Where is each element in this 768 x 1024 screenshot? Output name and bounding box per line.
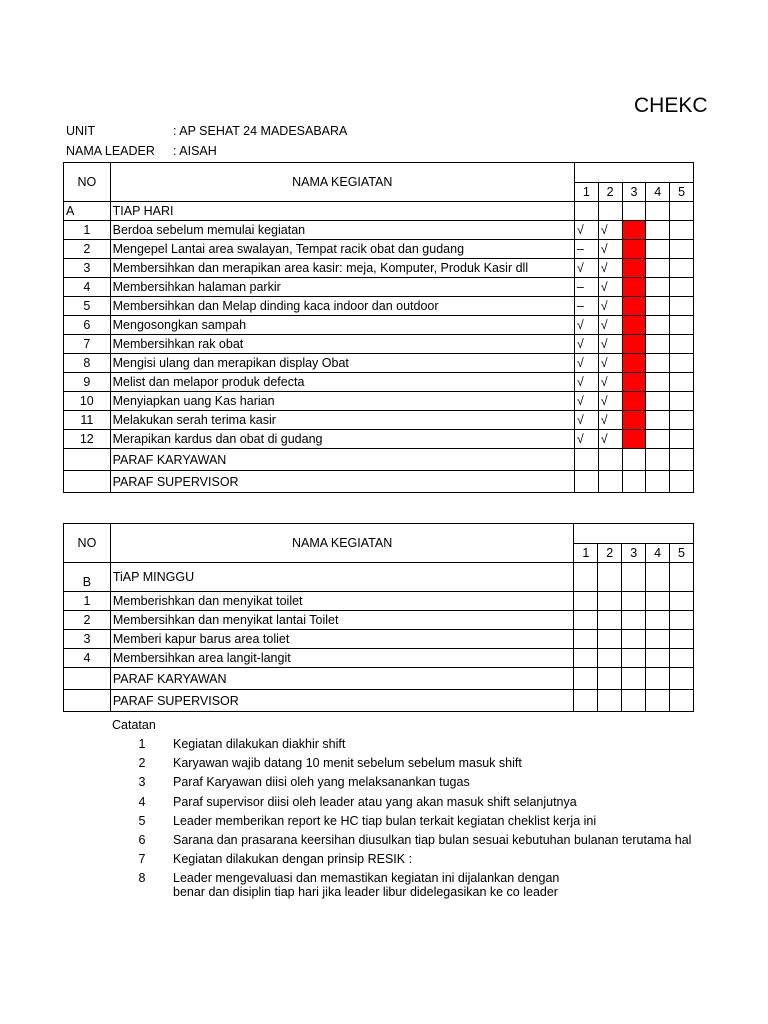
activity-name: Membersihkan halaman parkir xyxy=(110,278,574,297)
check-cell-day-5[interactable] xyxy=(670,240,694,259)
note-item: 3 Paraf Karyawan diisi oleh yang melaksanankan tugas xyxy=(138,775,470,790)
activity-name: Membersihkan dan Melap dinding kaca indoor dan outdoor xyxy=(110,297,574,316)
row-number: 4 xyxy=(64,649,111,668)
table-row xyxy=(64,430,694,449)
sign-cell[interactable] xyxy=(598,471,622,493)
note-item: 5 Leader memberikan report ke HC tiap bulan terkait kegiatan cheklist kerja ini xyxy=(138,813,597,828)
day-2: 2 xyxy=(598,543,622,563)
table-row xyxy=(64,592,694,611)
check-cell-day-4[interactable] xyxy=(646,649,670,668)
sign-cell[interactable] xyxy=(646,668,670,690)
check-cell-day-4[interactable] xyxy=(646,430,670,449)
check-cell-day-5[interactable] xyxy=(670,373,694,392)
check-cell-day-5[interactable] xyxy=(670,297,694,316)
check-cell-day-3[interactable] xyxy=(622,373,646,392)
check-cell-day-4[interactable] xyxy=(646,278,670,297)
leader-value: : AISAH xyxy=(173,144,217,158)
table-row xyxy=(64,278,694,297)
check-cell-day-2[interactable]: √ xyxy=(598,392,622,411)
check-cell-day-1[interactable]: √ xyxy=(574,316,598,335)
check-cell-day-4[interactable] xyxy=(646,297,670,316)
check-cell-day-1[interactable]: √ xyxy=(574,411,598,430)
table-row xyxy=(64,316,694,335)
day-4: 4 xyxy=(646,543,670,563)
check-cell-day-1[interactable]: √ xyxy=(574,430,598,449)
activity-name: Membersihkan area langit-langit xyxy=(110,649,574,668)
row-number: 2 xyxy=(64,611,111,630)
note-item: 1 Kegiatan dilakukan diakhir shift xyxy=(138,737,346,751)
row-number: 3 xyxy=(64,630,111,649)
weekly-checklist-table xyxy=(63,523,694,712)
activity-header: NAMA KEGIATAN xyxy=(110,524,574,563)
row-number: 1 xyxy=(64,221,111,240)
check-cell-day-3[interactable] xyxy=(622,316,646,335)
activity-name: Membersihkan dan menyikat lantai Toilet xyxy=(110,611,574,630)
check-cell-day-2[interactable]: √ xyxy=(598,259,622,278)
section-code: A xyxy=(64,202,111,221)
table-row xyxy=(64,335,694,354)
check-cell-day-2[interactable]: √ xyxy=(598,297,622,316)
check-cell-day-3[interactable] xyxy=(622,592,646,611)
check-cell-day-2[interactable]: √ xyxy=(598,240,622,259)
check-cell-day-2[interactable]: √ xyxy=(598,278,622,297)
sign-cell[interactable] xyxy=(670,471,694,493)
check-cell-day-1[interactable]: √ xyxy=(574,221,598,240)
check-cell-day-2[interactable]: √ xyxy=(598,335,622,354)
check-cell-day-5[interactable] xyxy=(670,630,694,649)
day-5: 5 xyxy=(670,182,694,202)
day-4: 4 xyxy=(646,182,670,202)
sign-cell[interactable] xyxy=(646,471,670,493)
activity-name: Membersihkan rak obat xyxy=(110,335,574,354)
row-number: 8 xyxy=(64,354,111,373)
check-cell-day-4[interactable] xyxy=(646,630,670,649)
sign-supervisor-label: PARAF SUPERVISOR xyxy=(110,471,574,493)
row-number: 11 xyxy=(64,411,111,430)
row-number: 6 xyxy=(64,316,111,335)
check-cell-day-4[interactable] xyxy=(646,335,670,354)
check-cell-day-2[interactable]: √ xyxy=(598,354,622,373)
check-cell-day-2[interactable]: √ xyxy=(598,373,622,392)
table-row xyxy=(64,411,694,430)
check-cell-day-3[interactable] xyxy=(622,649,646,668)
check-cell-day-3[interactable] xyxy=(622,411,646,430)
day-1: 1 xyxy=(574,543,598,563)
check-cell-day-5[interactable] xyxy=(670,278,694,297)
check-cell-day-5[interactable] xyxy=(670,592,694,611)
check-cell-day-2[interactable] xyxy=(598,649,622,668)
row-number: 1 xyxy=(64,592,111,611)
day-1: 1 xyxy=(574,182,598,202)
check-cell-day-4[interactable] xyxy=(646,240,670,259)
sign-cell[interactable] xyxy=(574,690,598,712)
check-cell-day-5[interactable] xyxy=(670,259,694,278)
check-cell-day-1[interactable]: √ xyxy=(574,335,598,354)
check-cell-day-1[interactable]: – xyxy=(574,297,598,316)
check-cell-day-2[interactable] xyxy=(598,611,622,630)
sign-cell[interactable] xyxy=(622,471,646,493)
check-cell-day-5[interactable] xyxy=(670,316,694,335)
check-cell-day-4[interactable] xyxy=(646,316,670,335)
days-header xyxy=(574,524,694,544)
activity-name: Menyiapkan uang Kas harian xyxy=(110,392,574,411)
sign-cell[interactable] xyxy=(670,449,694,471)
check-cell-day-5[interactable] xyxy=(670,411,694,430)
sign-cell[interactable] xyxy=(574,449,598,471)
sign-cell[interactable] xyxy=(670,668,694,690)
table-row xyxy=(64,297,694,316)
check-cell-day-4[interactable] xyxy=(646,373,670,392)
check-cell-day-3[interactable] xyxy=(622,335,646,354)
check-cell-day-2[interactable] xyxy=(598,592,622,611)
check-cell-day-4[interactable] xyxy=(646,259,670,278)
check-cell-day-5[interactable] xyxy=(670,354,694,373)
note-item: 7 Kegiatan dilakukan dengan prinsip RESIK : xyxy=(138,852,413,867)
sign-supervisor-label: PARAF SUPERVISOR xyxy=(110,690,574,712)
sign-cell[interactable] xyxy=(622,449,646,471)
check-cell-day-2[interactable]: √ xyxy=(598,316,622,335)
table-row xyxy=(64,259,694,278)
check-cell-day-1[interactable] xyxy=(574,611,598,630)
check-cell-day-4[interactable] xyxy=(646,411,670,430)
row-number: 2 xyxy=(64,240,111,259)
check-cell-day-3[interactable] xyxy=(622,259,646,278)
sign-cell[interactable] xyxy=(622,690,646,712)
table-row xyxy=(64,240,694,259)
activity-header: NAMA KEGIATAN xyxy=(110,163,574,202)
table-row xyxy=(64,354,694,373)
activity-name: Mengepel Lantai area swalayan, Tempat racik obat dan gudang xyxy=(110,240,574,259)
notes-header: Catatan xyxy=(112,718,156,732)
check-cell-day-1[interactable]: √ xyxy=(574,259,598,278)
row-number: 9 xyxy=(64,373,111,392)
activity-name: Melakukan serah terima kasir xyxy=(110,411,574,430)
activity-name: Berdoa sebelum memulai kegiatan xyxy=(110,221,574,240)
sign-employee-label: PARAF KARYAWAN xyxy=(110,668,574,690)
sign-cell[interactable] xyxy=(646,690,670,712)
sign-cell[interactable] xyxy=(646,449,670,471)
check-cell-day-4[interactable] xyxy=(646,592,670,611)
section-code: B xyxy=(64,563,111,592)
section-title: TIAP HARI xyxy=(110,202,574,221)
sign-cell[interactable] xyxy=(622,668,646,690)
days-header xyxy=(574,163,693,183)
check-cell-day-5[interactable] xyxy=(670,611,694,630)
note-item: 6 Sarana dan prasarana keersihan diusulkan tiap bulan sesuai kebutuhan bulanan terutama hal xyxy=(138,832,692,847)
sign-cell[interactable] xyxy=(598,668,622,690)
no-header: NO xyxy=(64,163,111,202)
sign-cell[interactable] xyxy=(598,449,622,471)
check-cell-day-4[interactable] xyxy=(646,611,670,630)
unit-label: UNIT xyxy=(66,124,96,138)
check-cell-day-1[interactable]: √ xyxy=(574,373,598,392)
day-3: 3 xyxy=(622,182,646,202)
activity-name: Merapikan kardus dan obat di gudang xyxy=(110,430,574,449)
row-number: 12 xyxy=(64,430,111,449)
check-cell-day-1[interactable] xyxy=(574,592,598,611)
check-cell-day-1[interactable] xyxy=(574,649,598,668)
day-2: 2 xyxy=(598,182,622,202)
check-cell-day-2[interactable]: √ xyxy=(598,430,622,449)
day-5: 5 xyxy=(670,543,694,563)
check-cell-day-3[interactable] xyxy=(622,630,646,649)
check-cell-day-3[interactable] xyxy=(622,354,646,373)
table-row xyxy=(64,373,694,392)
table-row xyxy=(64,630,694,649)
check-cell-day-1[interactable]: √ xyxy=(574,354,598,373)
row-number: 7 xyxy=(64,335,111,354)
notes-section xyxy=(112,716,712,901)
row-number: 4 xyxy=(64,278,111,297)
check-cell-day-3[interactable] xyxy=(622,430,646,449)
activity-name: Mengisi ulang dan merapikan display Obat xyxy=(110,354,574,373)
check-cell-day-1[interactable]: √ xyxy=(574,392,598,411)
check-cell-day-1[interactable]: – xyxy=(574,278,598,297)
section-title: TiAP MINGGU xyxy=(110,563,574,592)
check-cell-day-4[interactable] xyxy=(646,392,670,411)
day-3: 3 xyxy=(622,543,646,563)
check-cell-day-5[interactable] xyxy=(670,335,694,354)
sign-employee-label: PARAF KARYAWAN xyxy=(110,449,574,471)
no-header: NO xyxy=(64,524,111,563)
check-cell-day-3[interactable] xyxy=(622,221,646,240)
activity-name: Melist dan melapor produk defecta xyxy=(110,373,574,392)
activity-name: Membersihkan dan merapikan area kasir: meja, Komputer, Produk Kasir dll xyxy=(110,259,574,278)
table-row xyxy=(64,611,694,630)
daily-checklist-table xyxy=(63,162,694,493)
check-cell-day-4[interactable] xyxy=(646,221,670,240)
page-title: CHEKC xyxy=(634,94,708,117)
check-cell-day-4[interactable] xyxy=(646,354,670,373)
sign-cell[interactable] xyxy=(598,690,622,712)
note-item: 4 Paraf supervisor diisi oleh leader atau yang akan masuk shift selanjutnya xyxy=(138,794,577,809)
check-cell-day-5[interactable] xyxy=(670,430,694,449)
check-cell-day-3[interactable] xyxy=(622,297,646,316)
unit-value: : AP SEHAT 24 MADESABARA xyxy=(173,124,348,138)
check-cell-day-1[interactable]: – xyxy=(574,240,598,259)
activity-name: Mengosongkan sampah xyxy=(110,316,574,335)
check-cell-day-2[interactable]: √ xyxy=(598,411,622,430)
table-row xyxy=(64,649,694,668)
check-cell-day-2[interactable] xyxy=(598,630,622,649)
leader-label: NAMA LEADER xyxy=(66,144,155,158)
sign-cell[interactable] xyxy=(670,690,694,712)
check-cell-day-3[interactable] xyxy=(622,278,646,297)
table-row xyxy=(64,221,694,240)
table-row xyxy=(64,392,694,411)
check-cell-day-3[interactable] xyxy=(622,611,646,630)
row-number: 3 xyxy=(64,259,111,278)
sign-cell[interactable] xyxy=(574,471,598,493)
activity-name: Memberishkan dan menyikat toilet xyxy=(110,592,574,611)
note-item: 2 Karyawan wajib datang 10 menit sebelum sebelum masuk shift xyxy=(138,756,522,771)
row-number: 10 xyxy=(64,392,111,411)
check-cell-day-5[interactable] xyxy=(670,221,694,240)
activity-name: Memberi kapur barus area toliet xyxy=(110,630,574,649)
check-cell-day-5[interactable] xyxy=(670,392,694,411)
check-cell-day-2[interactable]: √ xyxy=(598,221,622,240)
check-cell-day-1[interactable] xyxy=(574,630,598,649)
check-cell-day-3[interactable] xyxy=(622,392,646,411)
sign-cell[interactable] xyxy=(574,668,598,690)
row-number: 5 xyxy=(64,297,111,316)
note-item: 8 Leader mengevaluasi dan memastikan kegiatan ini dijalankan dengan benar dan disiplin tiap hari jika leader libur didelegasikan ke co leader xyxy=(138,871,560,900)
check-cell-day-5[interactable] xyxy=(670,649,694,668)
check-cell-day-3[interactable] xyxy=(622,240,646,259)
